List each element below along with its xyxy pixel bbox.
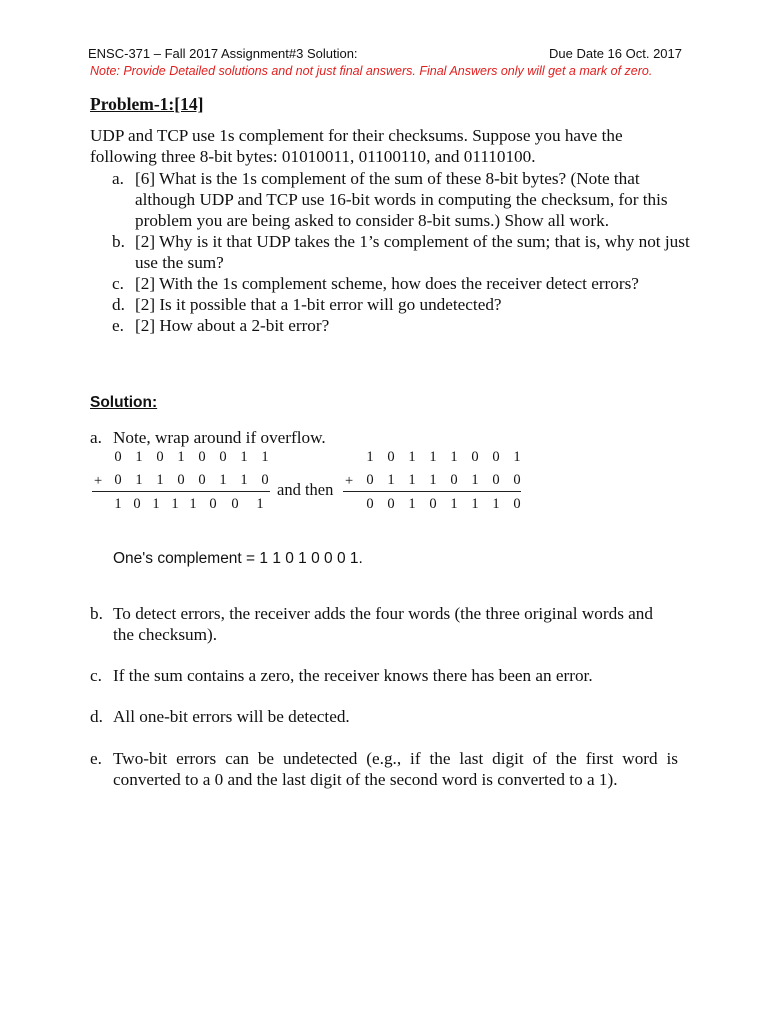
plus-operator: + <box>345 473 354 489</box>
question-text: [2] Is it possible that a 1-bit error will go undetected? <box>135 295 502 314</box>
answer-label: b. <box>90 604 103 623</box>
bit: 0 <box>429 496 437 512</box>
bit: 0 <box>366 472 374 488</box>
bit: 1 <box>429 472 437 488</box>
and-then-label: and then <box>277 480 334 499</box>
answer-text: All one-bit errors will be detected. <box>113 707 350 726</box>
bit: 1 <box>171 496 179 512</box>
course-title: ENSC-371 – Fall 2017 Assignment#3 Solution: <box>88 46 358 61</box>
question-item <box>112 315 697 336</box>
sum1-rule <box>92 491 270 492</box>
question-item <box>112 294 697 315</box>
bit: 0 <box>492 449 500 465</box>
bit: 0 <box>366 496 374 512</box>
bit: 1 <box>408 449 416 465</box>
bit: 0 <box>198 472 206 488</box>
answer-e <box>90 748 678 790</box>
bit: 0 <box>387 496 395 512</box>
bit: 1 <box>219 472 227 488</box>
answer-text: To detect errors, the receiver adds the four words (the three original words and the checksum). <box>113 604 653 644</box>
bit: 1 <box>135 449 143 465</box>
bit: 1 <box>471 472 479 488</box>
bit: 1 <box>256 496 264 512</box>
bit: 1 <box>513 449 521 465</box>
bit: 0 <box>231 496 239 512</box>
bit: 1 <box>429 449 437 465</box>
question-label: b. <box>112 232 125 251</box>
bit: 0 <box>261 472 269 488</box>
bit: 0 <box>114 472 122 488</box>
bit: 1 <box>114 496 122 512</box>
answer-label: a. <box>90 428 102 447</box>
question-text: [2] Why is it that UDP takes the 1’s complement of the sum; that is, why not just use the sum? <box>135 232 690 272</box>
question-text: [6] What is the 1s complement of the sum of these 8-bit bytes? (Note that although UDP and TCP use 16-bit words in computing the checksum, for this problem you are being asked to consider 8-bit sums.) Show all work. <box>135 169 668 230</box>
answer-c <box>90 665 678 686</box>
answer-label: d. <box>90 707 103 726</box>
bit: 0 <box>471 449 479 465</box>
question-text: [2] How about a 2-bit error? <box>135 316 330 335</box>
bit: 1 <box>189 496 197 512</box>
bit: 0 <box>513 472 521 488</box>
bit: 1 <box>177 449 185 465</box>
bit: 0 <box>156 449 164 465</box>
bit: 0 <box>513 496 521 512</box>
answer-text: Note, wrap around if overflow. <box>113 428 326 447</box>
bit: 1 <box>450 496 458 512</box>
bit: 0 <box>387 449 395 465</box>
bit: 1 <box>471 496 479 512</box>
grading-note: Note: Provide Detailed solutions and not just final answers. Final Answers only will get a mark of zero. <box>90 64 653 78</box>
problem-intro: UDP and TCP use 1s complement for their checksums. Suppose you have the following three 8-bit bytes: 01010011, 01100110, and 01110100. <box>90 126 623 166</box>
bit: 0 <box>114 449 122 465</box>
due-date: Due Date 16 Oct. 2017 <box>549 46 682 61</box>
bit: 1 <box>408 472 416 488</box>
solution-title: Solution: <box>90 394 158 411</box>
question-list <box>112 168 697 336</box>
ones-complement-result: One's complement = 1 1 0 1 0 0 0 1. <box>113 550 363 567</box>
question-item <box>112 168 697 231</box>
answer-b <box>90 603 678 645</box>
bit: 1 <box>492 496 500 512</box>
bit: 1 <box>156 472 164 488</box>
question-item <box>112 273 697 294</box>
bit: 0 <box>177 472 185 488</box>
question-label: c. <box>112 274 124 293</box>
question-item <box>112 231 697 273</box>
answer-d <box>90 706 678 727</box>
bit: 0 <box>492 472 500 488</box>
plus-operator: + <box>94 473 103 489</box>
bit: 1 <box>240 449 248 465</box>
answer-text: Two-bit errors can be undetected (e.g., if the last digit of the first word is converted to a 0 and the last digit of the second word is converted to a 1). <box>113 749 678 789</box>
bit: 0 <box>198 449 206 465</box>
bit: 1 <box>387 472 395 488</box>
bit: 1 <box>261 449 269 465</box>
question-label: e. <box>112 316 124 335</box>
bit: 1 <box>408 496 416 512</box>
question-text: [2] With the 1s complement scheme, how does the receiver detect errors? <box>135 274 639 293</box>
bit: 0 <box>450 472 458 488</box>
sum2-rule <box>343 491 521 492</box>
answer-text: If the sum contains a zero, the receiver knows there has been an error. <box>113 666 593 685</box>
question-label: d. <box>112 295 125 314</box>
question-label: a. <box>112 169 124 188</box>
bit: 1 <box>135 472 143 488</box>
answer-label: c. <box>90 666 102 685</box>
bit: 1 <box>240 472 248 488</box>
bit: 0 <box>133 496 141 512</box>
bit: 1 <box>366 449 374 465</box>
bit: 0 <box>219 449 227 465</box>
bit: 0 <box>209 496 217 512</box>
bit: 1 <box>152 496 160 512</box>
answer-label: e. <box>90 749 102 768</box>
problem-title: Problem-1:[14] <box>90 94 204 114</box>
bit: 1 <box>450 449 458 465</box>
